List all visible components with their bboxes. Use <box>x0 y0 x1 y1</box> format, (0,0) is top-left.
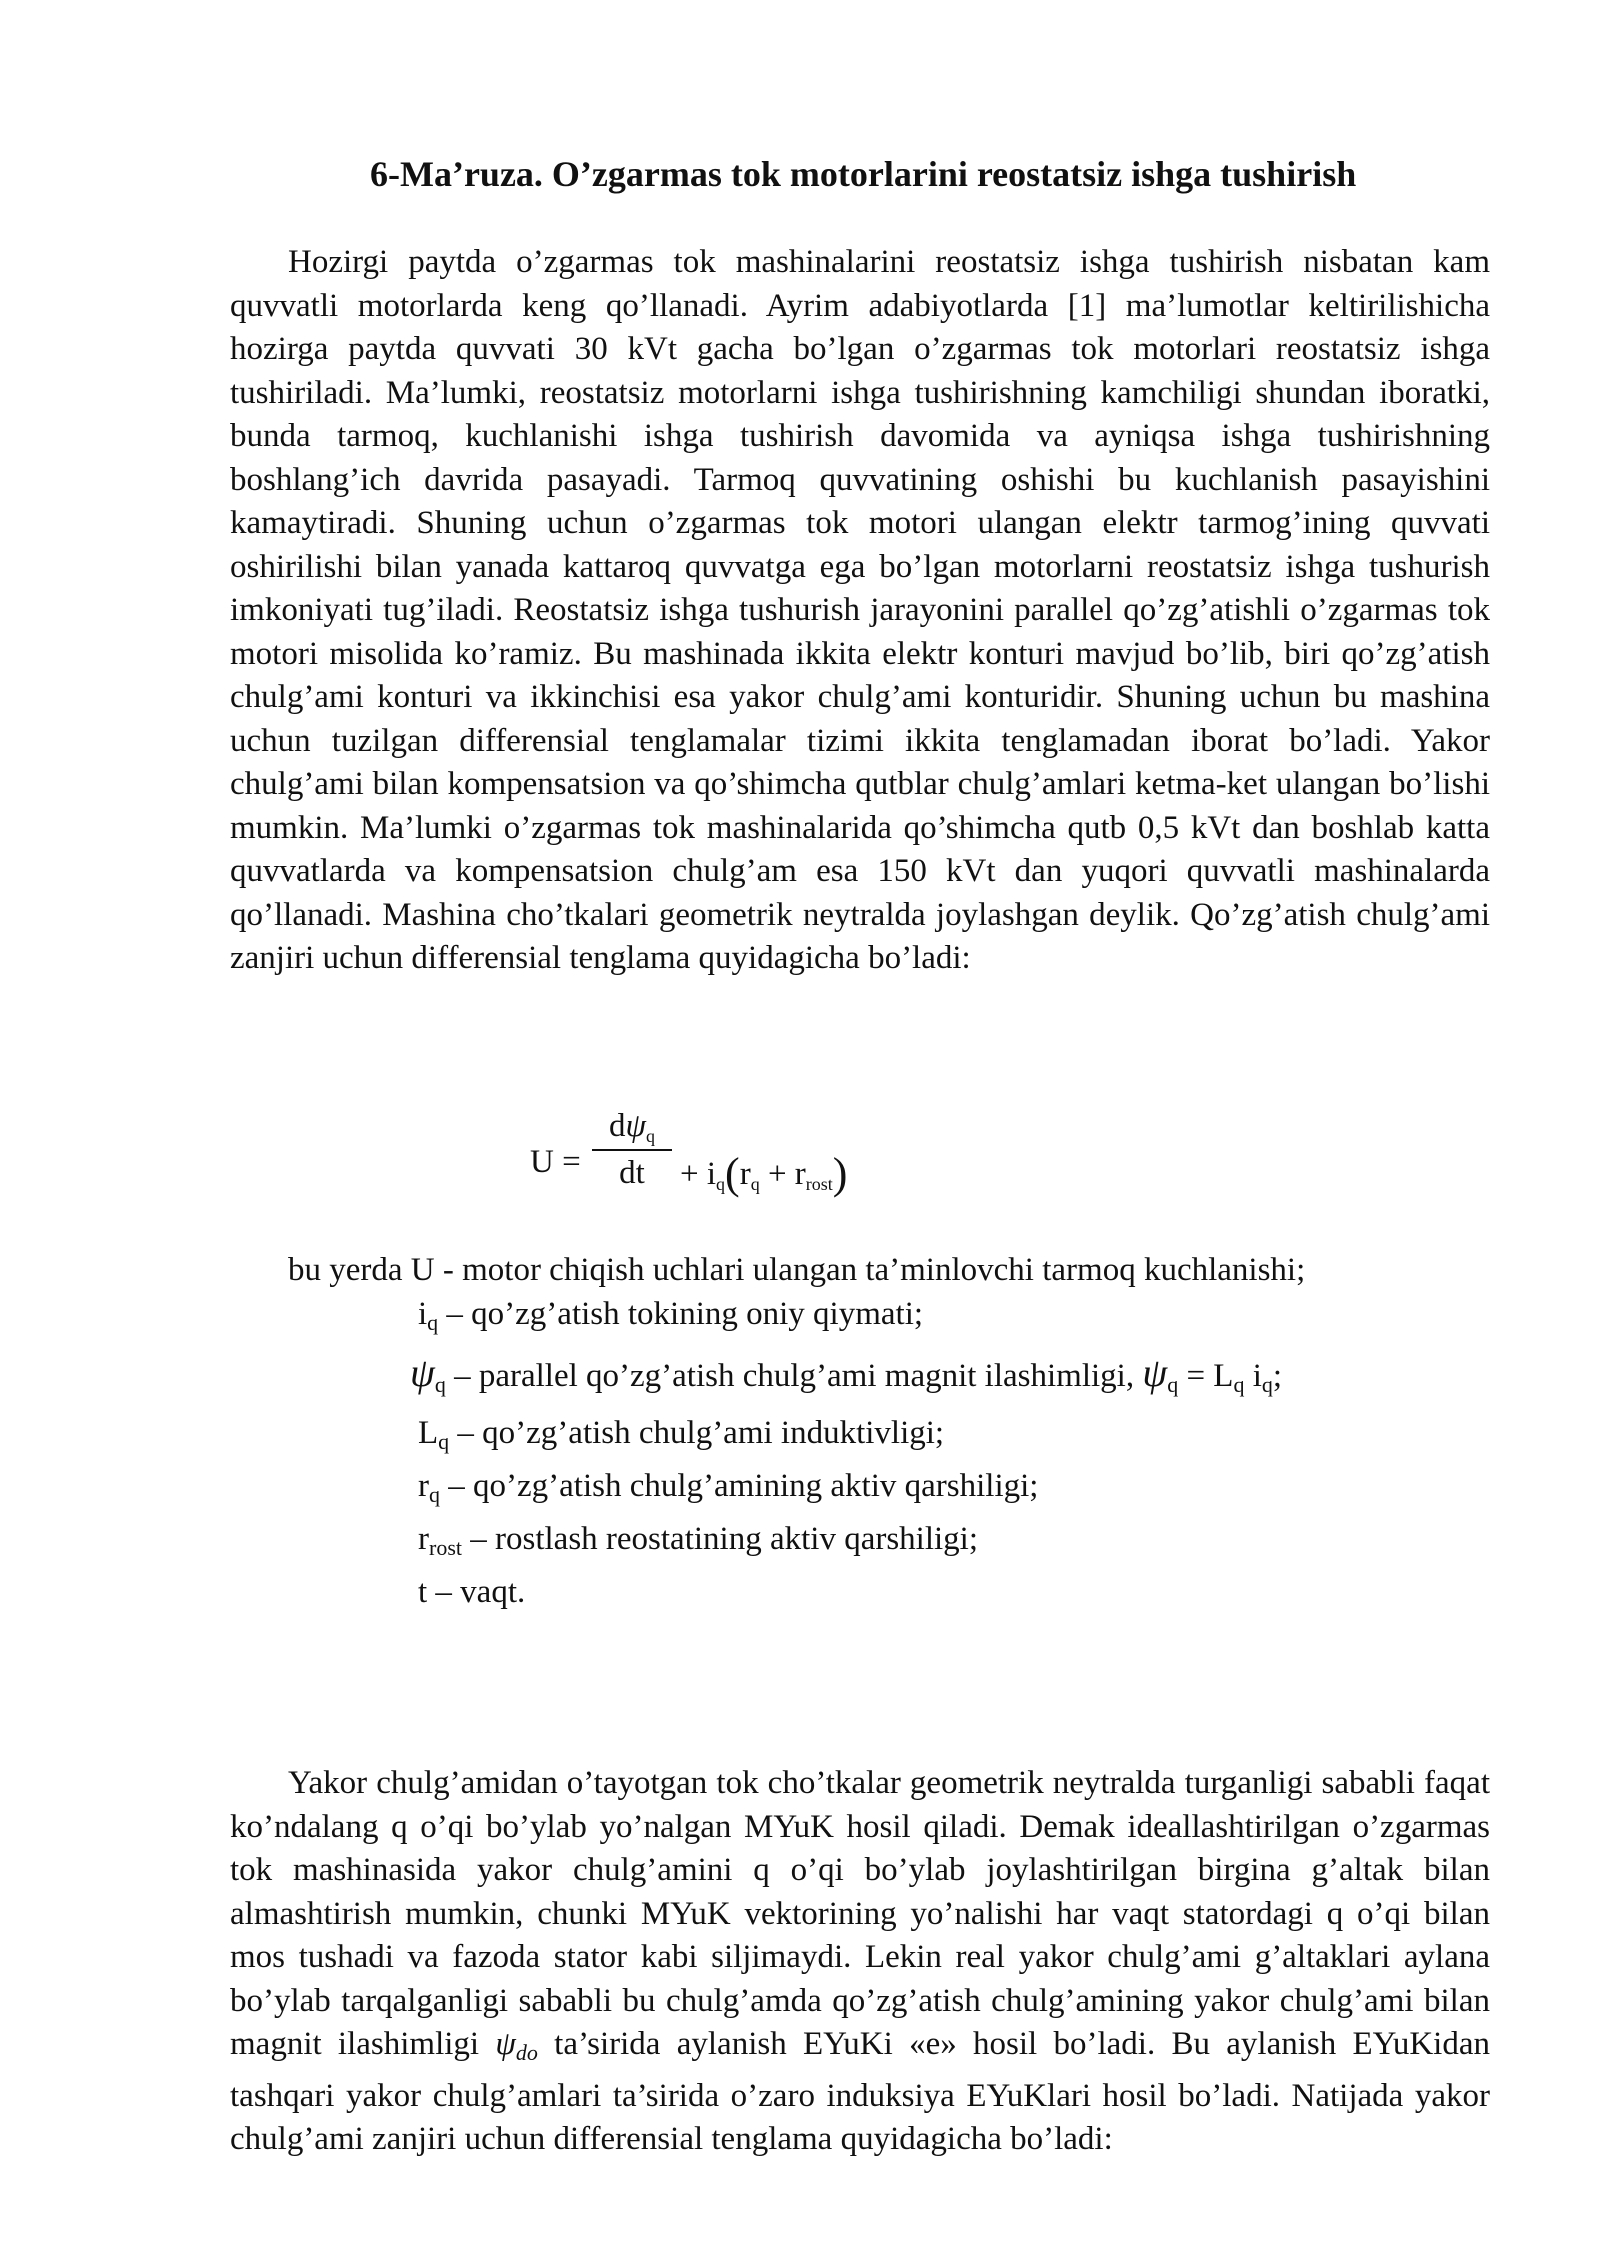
definition-u: bu yerda U - motor chiqish uchlari ulangan ta’minlovchi tarmoq kuchlanishi; <box>288 1252 1306 1288</box>
definition-psi-q: ψq – parallel qo’zg’atish chulg’ami magnit ilashimligi, ψq = Lq iq; <box>410 1350 1283 1397</box>
definition-rrost: rrost – rostlash reostatining aktiv qarshiligi; <box>418 1521 979 1560</box>
definition-lq: Lq – qo’zg’atish chulg’ami induktivligi; <box>418 1415 945 1454</box>
document-page <box>230 150 1490 2157</box>
equation-lhs: U = <box>530 1144 581 1180</box>
paragraph-intro: Hozirgi paytda o’zgarmas tok mashinalarini reostatsiz ishga tushirish nisbatan kam quvvatli motorlarda keng qo’llanadi. Ayrim adabiyotlarda [1] ma’lumotlar keltirilishicha hozirga paytda quvvati 30 kVt gacha bo’lgan o’zgarmas tok motorlari reostatsiz ishga tushiriladi. Ma’lumki, reostatsiz motorlarni ishga tushirishning kamchiligi shundan iboratki, bunda tarmoq, kuchlanishi ishga tushirish davomida va ayniqsa ishga tushirishning boshlang’ich davrida pasayadi. Tarmoq quvvatining oshishi bu kuchlanish pasayishini kamaytiradi. Shuning uchun o’zgarmas tok motori ulangan elektr tarmog’ining quvvati oshirilishi bilan yanada kattaroq quvvatga ega bo’lgan motorlarni reostatsiz ishga tushurish imkoniyati tug’iladi. Reostatsiz ishga tushurish jarayonini parallel qo’zg’atishli o’zgarmas tok motori misolida ko’ramiz. Bu mashinada ikkita elektr konturi mavjud bo’lib, biri qo’zg’atish chulg’ami konturi va ikkinchisi esa yakor chulg’ami konturidir. Shuning uchun bu mashina uchun tuzilgan differensial tenglamalar tizimi ikkita tenglamadan iborat bo’ladi. Yakor chulg’ami bilan kompensatsion va qo’shimcha qutblar chulg’amlari ketma-ket ulangan bo’lishi mumkin. Ma’lumki o’zgarmas tok mashinalarida qo’shimcha qutb 0,5 kVt dan boshlab katta quvvatlarda va kompensatsion chulg’am esa 150 kVt dan yuqori quvvatli mashinalarda qo’llanadi. Mashina cho’tkalari geometrik neytralda joylashgan deylik. Qo’zg’atish chulg’ami zanjiri uchun differensial tenglama quyidagicha bo’ladi: <box>230 244 1490 976</box>
definition-rq: rq – qo’zg’atish chulg’amining aktiv qarshiligi; <box>418 1468 1039 1507</box>
equation-excitation-circuit <box>530 1108 1130 1208</box>
equation-rhs: + $i_q(r_q + r_{rost})$ <box>680 1149 848 1198</box>
fraction-numerator: $d\psi_q$ <box>592 1108 672 1151</box>
fraction-denominator: dt <box>619 1155 645 1191</box>
page-title: 6-Ma’ruza. O’zgarmas tok motorlarini reostatsiz ishga tushirish <box>370 154 1357 194</box>
equation-fraction <box>592 1108 672 1192</box>
variable-definitions <box>230 1248 1490 1614</box>
section-armature <box>230 1762 1490 2162</box>
definition-t: t – vaqt. <box>418 1574 526 1610</box>
paragraph-armature: Yakor chulg’amidan o’tayotgan tok cho’tkalar geometrik neytralda turganligi sababli faqat ko’ndalang q o’qi bo’ylab yo’nalgan MYuK hosil qiladi. Demak ideallashtirilgan o’zgarmas tok mashinasida yakor chulg’amini q o’qi bo’ylab joylashtirilgan birgina g’altak bilan almashtirish mumkin, chunki MYuK vektorining yo’nalishi har vaqt statordagi q o’qi bilan mos tushadi va fazoda stator kabi siljimaydi. Lekin real yakor chulg’ami g’altaklari aylana bo’ylab tarqalganligi sababli bu chulg’amda qo’zg’atish chulg’amining yakor chulg’ami bilan magnit ilashimligi ψdo ta’sirida aylanish EYuKi «e» hosil bo’ladi. Bu aylanish EYuKidan tashqari yakor chulg’amlari ta’sirida o’zaro induksiya EYuKlari hosil bo’ladi. Natijada yakor chulg’ami zanjiri uchun differensial tenglama quyidagicha bo’ladi: <box>230 1765 1490 2157</box>
definition-iq: iq – qo’zg’atish tokining oniy qiymati; <box>418 1296 924 1335</box>
